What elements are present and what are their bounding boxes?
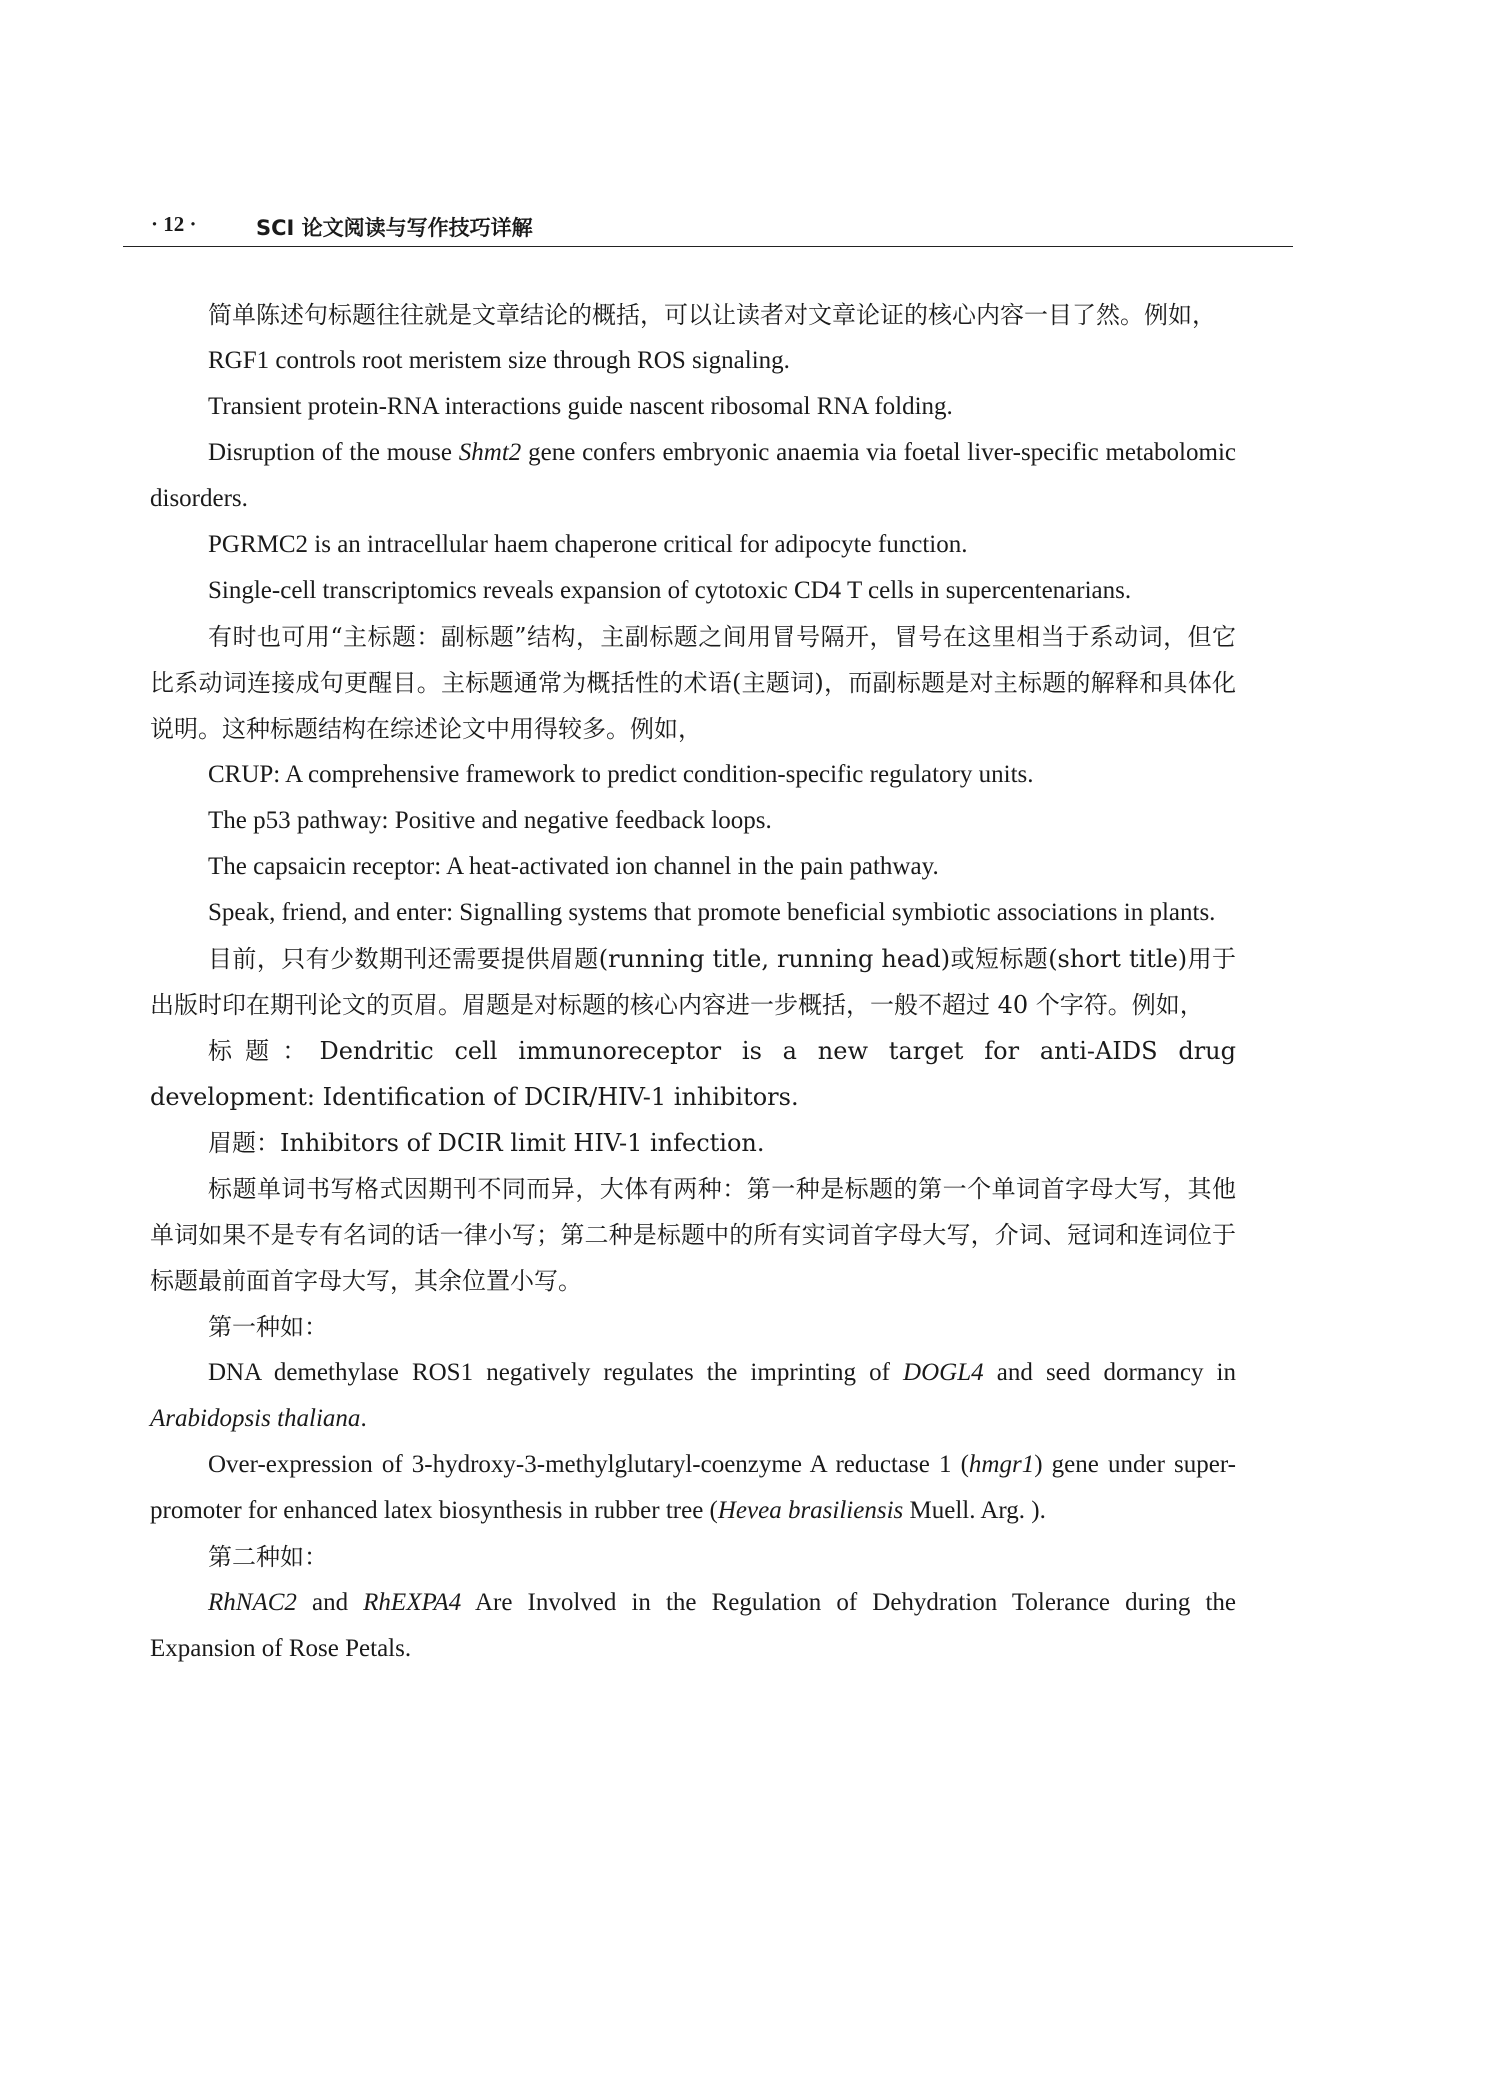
text-span: ) gene under super-promoter for enhanced latex biosynthesis in rubber tree ( [150,1451,1236,1524]
example-title-12 [150,1350,1236,1442]
text-span: and seed dormancy in [983,1359,1236,1386]
paragraph-capitalization: 标题单词书写格式因期刊不同而异，大体有两种：第一种是标题的第一个单词首字母大写，其他单词如果不是专有名词的话一律小写；第二种是标题中的所有实词首字母大写，介词、冠词和连词位于标题最前面首字母大写，其余位置小写。 [150,1175,1236,1295]
example-title-3 [150,430,1236,522]
paragraph-colon-structure: 有时也可用“主标题：副标题”结构，主副标题之间用冒号隔开，冒号在这里相当于系动词，但它比系动词连接成句更醒目。主标题通常为概括性的术语(主题词)，而副标题是对主标题的解释和具体化说明。这种标题结构在综述论文中用得较多。例如， [150,623,1236,743]
text-span: DNA demethylase ROS1 negatively regulates the imprinting of [208,1359,904,1386]
gene-name: hmgr1 [968,1451,1035,1478]
example-title-14 [150,1580,1236,1672]
body-text [150,292,1236,1672]
text-span: . [360,1405,367,1432]
example-full-title: 标题：Dendritic cell immunoreceptor is a new target for anti-AIDS drug development: Identification of DCIR/HIV-1 inhibitors. [150,1037,1236,1111]
gene-name: RhEXPA4 [363,1589,462,1616]
text-span: Are Involved in the Regulation of Dehydration Tolerance during the Expansion of Rose Petals. [150,1589,1236,1662]
example-title-7: The p53 pathway: Positive and negative feedback loops. [208,807,772,834]
text-span: gene confers embryonic anaemia via foetal liver-specific metabolomic disorders. [150,439,1236,512]
text-span: Muell. Arg. ). [903,1497,1046,1524]
example-title-13 [150,1442,1236,1534]
example-title-2: Transient protein-RNA interactions guide nascent ribosomal RNA folding. [208,393,953,420]
example-title-6: CRUP: A comprehensive framework to predict condition-specific regulatory units. [208,761,1034,788]
label-first-style: 第一种如： [208,1313,328,1341]
running-header [123,210,1293,247]
example-title-9: Speak, friend, and enter: Signalling systems that promote beneficial symbiotic associations in plants. [208,899,1216,926]
example-title-5: Single-cell transcriptomics reveals expansion of cytotoxic CD4 T cells in supercentenarians. [208,577,1132,604]
page-number: · 12 · [151,212,197,236]
text-span: and [296,1589,364,1616]
example-title-8: The capsaicin receptor: A heat-activated ion channel in the pain pathway. [208,853,939,880]
gene-name: DOGL4 [903,1359,984,1386]
species-name: Hevea brasiliensis [717,1497,904,1524]
example-title-1: RGF1 controls root meristem size through ROS signaling. [208,347,790,374]
species-name: Arabidopsis thaliana [150,1405,361,1432]
paragraph-intro: 简单陈述句标题往往就是文章结论的概括，可以让读者对文章论证的核心内容一目了然。例如， [208,301,1216,329]
gene-name: RhNAC2 [208,1589,297,1616]
example-title-4: PGRMC2 is an intracellular haem chaperone critical for adipocyte function. [208,531,968,558]
book-title: SCI 论文阅读与写作技巧详解 [256,216,533,240]
gene-name: Shmt2 [458,439,522,466]
text-span: Over-expression of 3-hydroxy-3-methylglutaryl-coenzyme A reductase 1 ( [208,1451,969,1478]
example-running-title: 眉题：Inhibitors of DCIR limit HIV-1 infection. [208,1129,765,1157]
text-span: Disruption of the mouse [208,439,459,466]
label-second-style: 第二种如： [208,1543,328,1571]
paragraph-running-title: 目前，只有少数期刊还需要提供眉题(running title, running head)或短标题(short title)用于出版时印在期刊论文的页眉。眉题是对标题的核心内容进一步概括，一般不超过 40 个字符。例如， [150,945,1236,1019]
